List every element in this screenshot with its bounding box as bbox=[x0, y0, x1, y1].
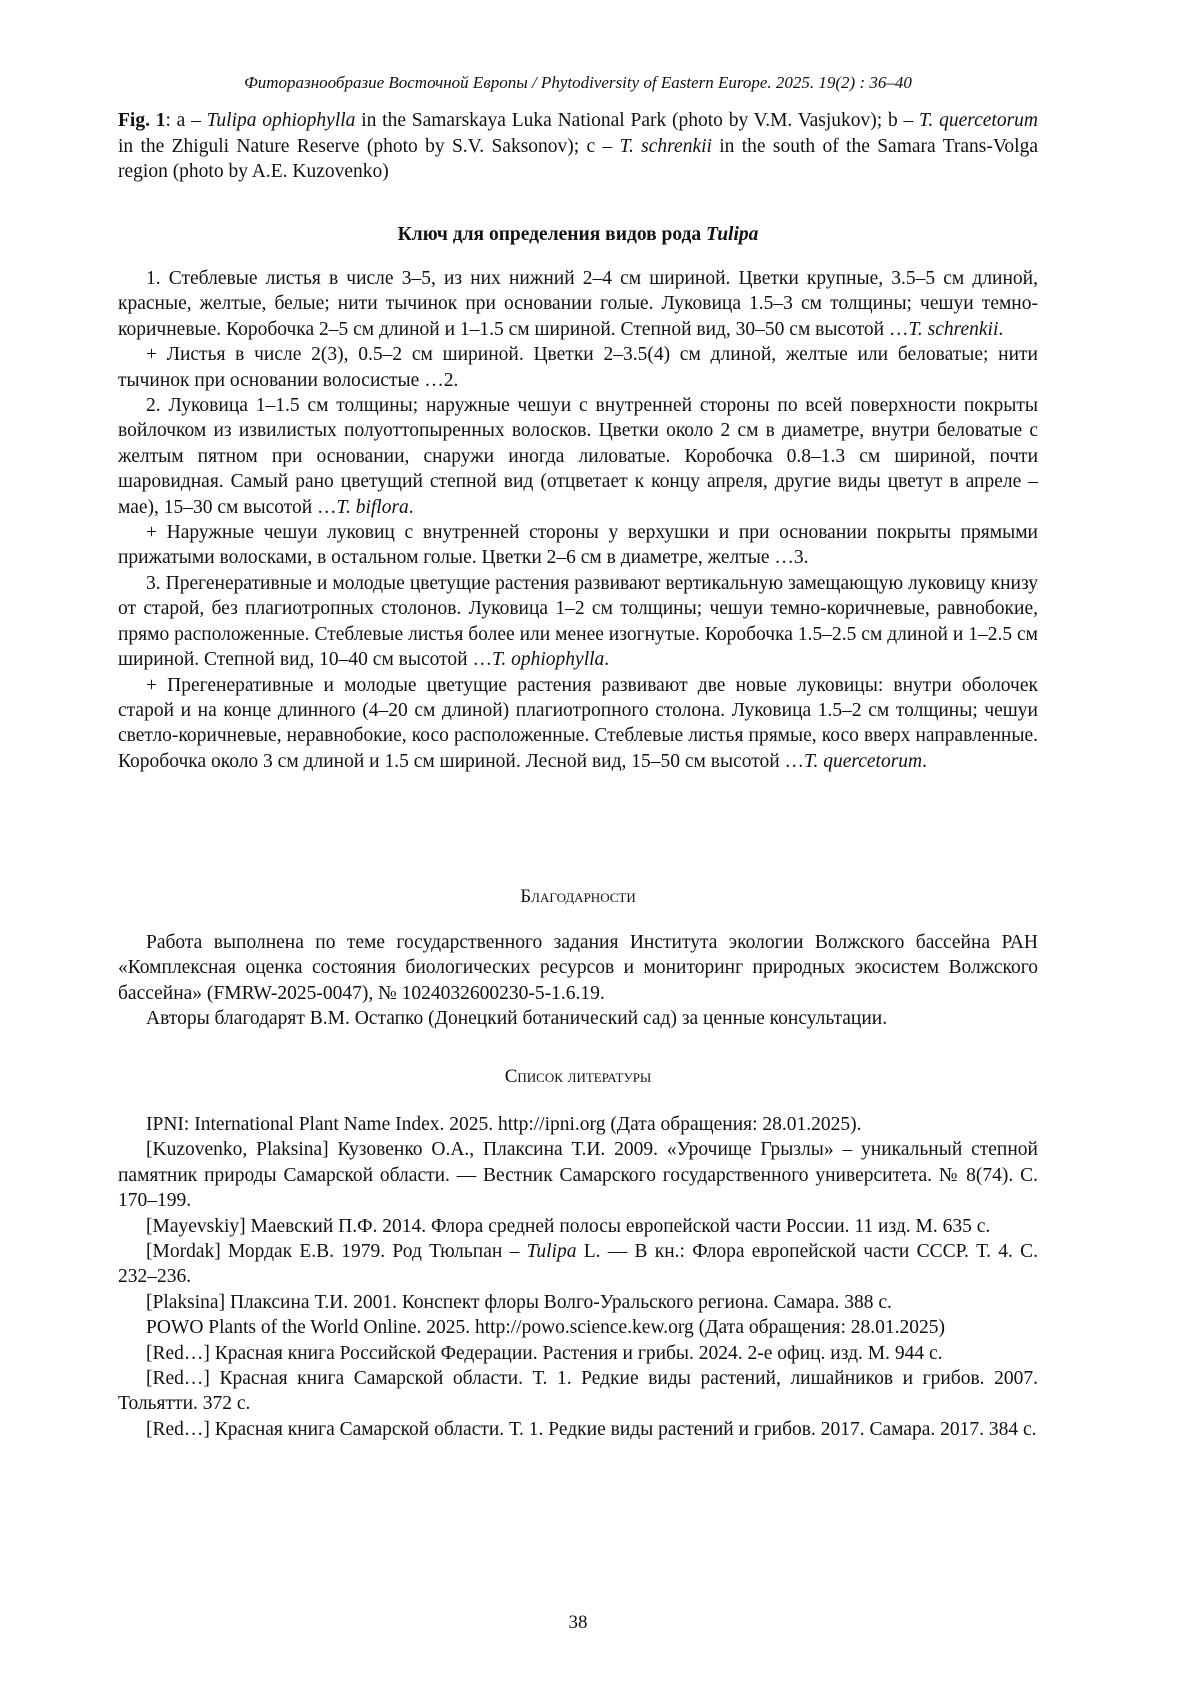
acknowledgements-paragraph-2: Авторы благодарят В.М. Остапко (Донецкий ботанический сад) за ценные консультации. bbox=[118, 1006, 1038, 1031]
caption-separator: : a – bbox=[165, 110, 206, 131]
page-number: 38 bbox=[118, 1612, 1038, 1634]
key-couplet-3-text: 3. Прегенеративные и молодые цветущие растения развивают вертикальную замещающую луковицу книзу от старой, без плагиотропных столонов. Луковица 1–2 см толщины; чешуи темно-коричневые, равнобокие, прямо расположенные. Стеблевые листья более или менее изогнутые. Коробочка 1.5–2.5 см длиной и 1–2.5 см шириной. Степной вид, 10–40 см высотой … bbox=[118, 573, 1038, 670]
key-title-text: Ключ для определения видов рода bbox=[398, 224, 706, 245]
key-couplet-3 bbox=[118, 571, 1038, 673]
reference-item: IPNI: International Plant Name Index. 2025. http://ipni.org (Дата обращения: 28.01.2025). bbox=[118, 1112, 1038, 1137]
key-couplet-2-text: 2. Луковица 1–1.5 см толщины; наружные чешуи с внутренней стороны по всей поверхности покрыты войлочком из извилистых полуоттопыренных волосков. Цветки около 2 см в диаметре, внутри беловатые с желтым пятном при основании, снаружи иногда лиловатые. Коробочка 0.8–1.3 см шириной, почти шаровидная. Самый рано цветущий степной вид (отцветает к концу апреля, другие виды цветут в апреле – мае), 15–30 см высотой … bbox=[118, 395, 1038, 518]
reference-genus: Tulipa bbox=[527, 1241, 577, 1262]
key-couplet-1-text: 1. Стеблевые листья в числе 3–5, из них нижний 2–4 см шириной. Цветки крупные, 3.5–5 см длиной, красные, желтые, белые; нити тычинок при основании голые. Луковица 1.5–3 см толщины; чешуи темно-коричневые. Коробочка 2–5 см длиной и 1–1.5 см шириной. Степной вид, 30–50 см высотой … bbox=[118, 268, 1038, 340]
figure-caption bbox=[118, 108, 1038, 185]
identification-key bbox=[118, 266, 1038, 774]
running-head: Фиторазнообразие Восточной Европы / Phytodiversity of Eastern Europe. 2025. 19(2) : 36–40 bbox=[118, 72, 1038, 94]
key-title-genus: Tulipa bbox=[706, 224, 758, 245]
caption-text-2: in the Zhiguli Nature Reserve (photo by S.V. Saksonov); c – bbox=[118, 136, 620, 157]
key-couplet-2-end: . bbox=[409, 497, 414, 518]
acknowledgements-paragraph-1: Работа выполнена по теме государственного задания Института экологии Волжского бассейна РАН «Комплексная оценка состояния биологических ресурсов и мониторинг природных экосистем Волжского бассейна» (FMRW-2025-0047), № 1024032600230-5-1.6.19. bbox=[118, 930, 1038, 1006]
reference-item: POWO Plants of the World Online. 2025. http://powo.science.kew.org (Дата обращения: 28.01.2025) bbox=[118, 1315, 1038, 1340]
key-couplet-3-alt-text: + Прегенеративные и молодые цветущие растения развивают две новые луковицы: внутри оболочек старой и на конце длинного (4–20 см длиной) плагиотропного столона. Луковица 1.5–2 см толщины; чешуи светло-коричневые, неравнобокие, косо расположенные. Стеблевые листья прямые, косо вверх направленные. Коробочка около 3 см длиной и 1.5 см шириной. Лесной вид, 15–50 см высотой … bbox=[118, 675, 1038, 772]
reference-list bbox=[118, 1112, 1038, 1442]
reference-item: [Kuzovenko, Plaksina] Кузовенко О.А., Плаксина Т.И. 2009. «Урочище Грызлы» – уникальный степной памятник природы Самарской области. — Вестник Самарского государственного университета. № 8(74). С. 170–199. bbox=[118, 1137, 1038, 1213]
caption-species-3: T. schrenkii bbox=[620, 136, 712, 157]
key-couplet-3-end: . bbox=[604, 649, 609, 670]
key-couplet-3-alt-end: . bbox=[922, 751, 927, 772]
key-couplet-2-alt bbox=[118, 520, 1038, 571]
reference-item: [Red…] Красная книга Российской Федерации. Растения и грибы. 2024. 2-е офиц. изд. М. 944 с. bbox=[118, 1341, 1038, 1366]
caption-species-2: T. quercetorum bbox=[919, 110, 1038, 131]
reference-item: [Red…] Красная книга Самарской области. Т. 1. Редкие виды растений и грибов. 2017. Самара. 2017. 384 с. bbox=[118, 1417, 1038, 1442]
key-couplet-1-alt-text: + Листья в числе 2(3), 0.5–2 см шириной. Цветки 2–3.5(4) см длиной, желтые или беловатые; нити тычинок при основании волосистые …2. bbox=[118, 344, 1038, 390]
reference-item bbox=[118, 1239, 1038, 1290]
key-couplet-2-alt-text: + Наружные чешуи луковиц с внутренней стороны у верхушки и при основании покрыты прямыми прижатыми волосками, в остальном голые. Цветки 2–6 см в диаметре, желтые …3. bbox=[118, 522, 1038, 568]
key-couplet-1-alt bbox=[118, 342, 1038, 393]
caption-species-1: Tulipa ophiophylla bbox=[207, 110, 356, 131]
reference-item: [Mayevskiy] Маевский П.Ф. 2014. Флора средней полосы европейской части России. 11 изд. М. 635 с. bbox=[118, 1214, 1038, 1239]
key-couplet-3-alt bbox=[118, 673, 1038, 775]
acknowledgements-heading: Благодарности bbox=[118, 885, 1038, 909]
caption-text-1: in the Samarskaya Luka National Park (photo by V.M. Vasjukov); b – bbox=[355, 110, 919, 131]
figure-label: Fig. 1 bbox=[118, 110, 165, 131]
key-taxon-quercetorum: T. quercetorum bbox=[804, 751, 922, 772]
key-title bbox=[118, 222, 1038, 247]
key-taxon-biflora: T. biflora bbox=[337, 497, 409, 518]
reference-text: [Mordak] Мордак Е.В. 1979. Род Тюльпан – bbox=[146, 1241, 527, 1262]
key-taxon-schrenkii: T. schrenkii bbox=[908, 319, 998, 340]
reference-item: [Red…] Красная книга Самарской области. Т. 1. Редкие виды растений, лишайников и грибов. 2007. Тольятти. 372 с. bbox=[118, 1366, 1038, 1417]
caption-text-3: in the south of the Samara Trans-Volga region (photo by A.E. Kuzovenko) bbox=[118, 136, 1038, 183]
acknowledgements-body bbox=[118, 930, 1038, 1032]
references-heading: Список литературы bbox=[118, 1065, 1038, 1089]
reference-text: L. — В кн.: Флора европейской части СССР. Т. 4. С. 232–236. bbox=[118, 1241, 1038, 1287]
key-couplet-1-end: . bbox=[998, 319, 1003, 340]
key-couplet-1 bbox=[118, 266, 1038, 342]
reference-item: [Plaksina] Плаксина Т.И. 2001. Конспект флоры Волго-Уральского региона. Самара. 388 с. bbox=[118, 1290, 1038, 1315]
key-couplet-2 bbox=[118, 393, 1038, 520]
key-taxon-ophiophylla: T. ophiophylla bbox=[492, 649, 604, 670]
